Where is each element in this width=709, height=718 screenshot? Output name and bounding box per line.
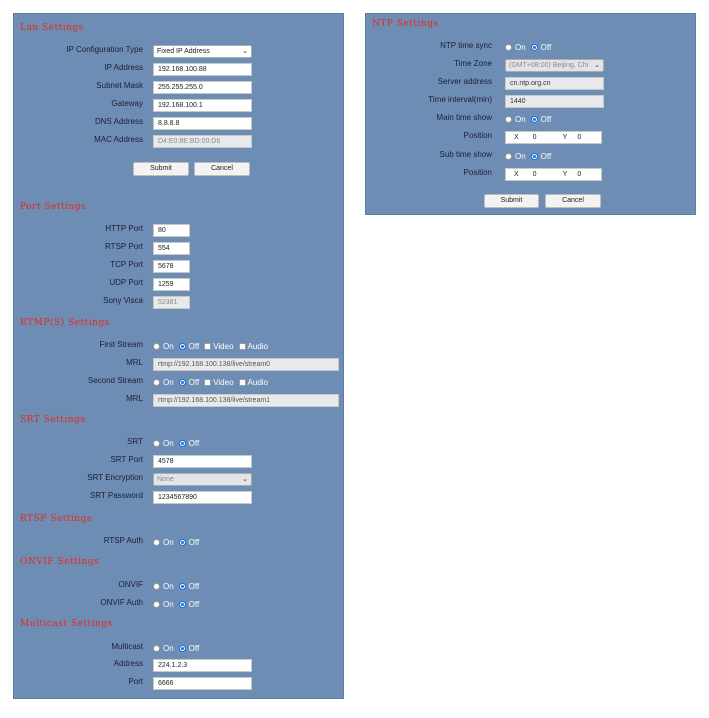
time-interval-input: 1440 — [505, 95, 604, 108]
srt-settings-title: SRT Settings — [20, 415, 86, 425]
first-stream-off-radio[interactable] — [179, 343, 186, 350]
lan-submit-button[interactable]: Submit — [133, 162, 189, 176]
rtsp-auth-off-label: Off — [188, 537, 200, 547]
main-time-show-on-label: On — [515, 114, 526, 124]
multicast-address-row — [14, 658, 343, 672]
onvif-auth-on-radio[interactable] — [153, 601, 160, 608]
srt-on-radio[interactable] — [153, 440, 160, 447]
dns-input[interactable]: 8.8.8.8 — [153, 117, 252, 130]
sub-position-row — [366, 167, 695, 181]
first-mrl-input: rtmp://192.168.100.138/live/stream0 — [153, 358, 339, 371]
server-address-input: cn.ntp.org.cn — [505, 77, 604, 90]
timezone-label: Time Zone — [454, 59, 492, 68]
multicast-port-row — [14, 676, 343, 690]
second-stream-audio-checkbox[interactable] — [239, 379, 246, 386]
sub-time-show-row — [366, 149, 695, 163]
sony-visca-label: Sony Visca — [103, 296, 143, 305]
http-port-input[interactable]: 80 — [153, 224, 190, 237]
main-time-show-off-radio[interactable] — [531, 116, 538, 123]
main-y-label: Y — [562, 133, 568, 141]
multicast-address-input[interactable]: 224.1.2.3 — [153, 659, 252, 672]
main-time-show-label: Main time show — [436, 113, 492, 122]
ntp-sync-off-radio[interactable] — [531, 44, 538, 51]
sub-x-input[interactable]: 0 — [532, 170, 537, 178]
onvif-auth-on-label: On — [163, 599, 174, 609]
srt-port-input[interactable]: 4578 — [153, 455, 252, 468]
sub-position-label: Position — [463, 168, 492, 177]
first-stream-off-label: Off — [188, 341, 200, 351]
sub-x-label: X — [514, 170, 519, 178]
ip-address-row — [14, 62, 343, 76]
ip-config-row — [14, 44, 343, 58]
udp-port-row — [14, 277, 343, 291]
ip-address-input[interactable]: 192.168.100.88 — [153, 63, 252, 76]
ntp-sync-off-label: Off — [540, 42, 552, 52]
onvif-auth-row — [14, 597, 343, 611]
sub-position-box — [505, 168, 602, 181]
ntp-settings-panel — [365, 13, 696, 215]
multicast-port-input[interactable]: 6666 — [153, 677, 252, 690]
network-settings-panel — [13, 13, 344, 699]
time-interval-label: Time interval(min) — [428, 95, 492, 104]
multicast-row — [14, 641, 343, 655]
sony-visca-row — [14, 295, 343, 309]
onvif-settings-title: ONVIF Settings — [20, 557, 100, 567]
mac-input: D4:E0:8E:BD:00:D6 — [153, 135, 252, 148]
multicast-settings-title: Multicast Settings — [20, 619, 113, 629]
srt-row — [14, 436, 343, 450]
main-x-input[interactable]: 0 — [532, 133, 537, 141]
first-mrl-row — [14, 357, 343, 371]
first-mrl-label: MRL — [126, 358, 143, 367]
rtsp-port-row — [14, 241, 343, 255]
rtsp-auth-label: RTSP Auth — [103, 536, 143, 545]
srt-encryption-row — [14, 472, 343, 486]
srt-label: SRT — [127, 437, 143, 446]
server-address-row — [366, 76, 695, 90]
main-position-label: Position — [463, 131, 492, 140]
multicast-on-label: On — [163, 643, 174, 653]
main-time-show-row — [366, 112, 695, 126]
second-mrl-row — [14, 393, 343, 407]
sub-time-show-label: Sub time show — [439, 150, 492, 159]
ntp-sync-on-radio[interactable] — [505, 44, 512, 51]
srt-encryption-label: SRT Encryption — [87, 473, 143, 482]
sub-time-show-on-label: On — [515, 151, 526, 161]
srt-off-label: Off — [188, 438, 200, 448]
second-stream-video-checkbox[interactable] — [204, 379, 211, 386]
onvif-on-radio[interactable] — [153, 583, 160, 590]
chevron-down-icon: ⌄ — [242, 475, 248, 483]
mac-label: MAC Address — [94, 135, 143, 144]
subnet-mask-label: Subnet Mask — [96, 81, 143, 90]
main-x-label: X — [514, 133, 519, 141]
first-stream-row — [14, 339, 343, 353]
chevron-down-icon: ⌄ — [594, 61, 600, 69]
lan-settings-title: Lan Settings — [20, 23, 84, 33]
onvif-off-label: Off — [188, 581, 200, 591]
second-stream-label: Second Stream — [87, 376, 143, 385]
multicast-label: Multicast — [111, 642, 143, 651]
multicast-off-label: Off — [188, 643, 200, 653]
sony-visca-input: 52381 — [153, 296, 190, 309]
onvif-row — [14, 579, 343, 593]
first-stream-label: First Stream — [99, 340, 143, 349]
first-stream-on-label: On — [163, 341, 174, 351]
first-stream-video-label: Video — [213, 341, 234, 351]
port-settings-title: Port Settings — [20, 202, 87, 212]
sub-time-show-off-label: Off — [540, 151, 552, 161]
srt-encryption-select[interactable] — [153, 473, 252, 486]
rtsp-auth-on-radio[interactable] — [153, 539, 160, 546]
ntp-submit-button[interactable]: Submit — [484, 194, 539, 208]
second-mrl-input: rtmp://192.168.100.138/live/stream1 — [153, 394, 339, 407]
gateway-input[interactable]: 192.168.100.1 — [153, 99, 252, 112]
srt-off-radio[interactable] — [179, 440, 186, 447]
rtsp-auth-on-label: On — [163, 537, 174, 547]
rtsp-port-input[interactable]: 554 — [153, 242, 190, 255]
subnet-mask-row — [14, 80, 343, 94]
multicast-on-radio[interactable] — [153, 645, 160, 652]
second-stream-video-label: Video — [213, 377, 234, 387]
srt-port-row — [14, 454, 343, 468]
subnet-mask-input[interactable]: 255.255.255.0 — [153, 81, 252, 94]
sub-time-show-off-radio[interactable] — [531, 153, 538, 160]
sub-y-label: Y — [562, 170, 568, 178]
second-mrl-label: MRL — [126, 394, 143, 403]
tcp-port-row — [14, 259, 343, 273]
onvif-off-radio[interactable] — [179, 583, 186, 590]
onvif-on-label: On — [163, 581, 174, 591]
main-time-show-on-radio[interactable] — [505, 116, 512, 123]
srt-password-input[interactable]: 1234567890 — [153, 491, 252, 504]
lan-cancel-button[interactable]: Cancel — [194, 162, 250, 176]
first-stream-audio-checkbox[interactable] — [239, 343, 246, 350]
gateway-row — [14, 98, 343, 112]
time-interval-row — [366, 94, 695, 108]
sub-time-show-on-radio[interactable] — [505, 153, 512, 160]
main-position-box — [505, 131, 602, 144]
ip-config-label: IP Configuration Type — [66, 45, 143, 54]
second-stream-audio-label: Audio — [247, 377, 268, 387]
onvif-auth-off-radio[interactable] — [179, 601, 186, 608]
dns-label: DNS Address — [94, 117, 143, 126]
srt-on-label: On — [163, 438, 174, 448]
second-stream-off-radio[interactable] — [179, 379, 186, 386]
udp-port-label: UDP Port — [109, 278, 143, 287]
srt-encryption-value: None — [157, 475, 174, 483]
second-stream-on-label: On — [163, 377, 174, 387]
srt-port-label: SRT Port — [110, 455, 143, 464]
ntp-sync-row — [366, 40, 695, 54]
timezone-select[interactable] — [505, 59, 604, 72]
tcp-port-input[interactable]: 5678 — [153, 260, 190, 273]
ntp-sync-label: NTP time sync — [440, 41, 492, 50]
chevron-down-icon: ⌄ — [242, 47, 248, 55]
ip-config-select[interactable] — [153, 45, 252, 58]
ntp-settings-title: NTP Settings — [372, 19, 439, 29]
http-port-label: HTTP Port — [105, 224, 143, 233]
rtmp-settings-title: RTMP(S) Settings — [20, 318, 110, 328]
srt-password-label: SRT Password — [89, 491, 143, 500]
ntp-sync-on-label: On — [515, 42, 526, 52]
ip-config-value: Fixed IP Address — [157, 47, 210, 55]
second-stream-on-radio[interactable] — [153, 379, 160, 386]
main-position-row — [366, 130, 695, 144]
multicast-address-label: Address — [113, 659, 143, 668]
rtsp-settings-title: RTSP Settings — [20, 514, 92, 524]
gateway-label: Gateway — [111, 99, 143, 108]
udp-port-input[interactable]: 1259 — [153, 278, 190, 291]
second-stream-off-label: Off — [188, 377, 200, 387]
rtsp-port-label: RTSP Port — [105, 242, 143, 251]
onvif-label: ONVIF — [118, 580, 143, 589]
timezone-row — [366, 58, 695, 72]
first-stream-audio-label: Audio — [247, 341, 268, 351]
ip-address-label: IP Address — [104, 63, 143, 72]
first-stream-on-radio[interactable] — [153, 343, 160, 350]
dns-row — [14, 116, 343, 130]
main-y-input[interactable]: 0 — [577, 133, 582, 141]
rtsp-auth-off-radio[interactable] — [179, 539, 186, 546]
multicast-port-label: Port — [128, 677, 143, 686]
timezone-value: (GMT+08:00) Beijing, Chi — [509, 61, 589, 69]
multicast-off-radio[interactable] — [179, 645, 186, 652]
sub-y-input[interactable]: 0 — [577, 170, 582, 178]
onvif-auth-off-label: Off — [188, 599, 200, 609]
server-address-label: Server address — [437, 77, 492, 86]
srt-password-row — [14, 490, 343, 504]
ntp-cancel-button[interactable]: Cancel — [545, 194, 601, 208]
rtsp-auth-row — [14, 535, 343, 549]
tcp-port-label: TCP Port — [110, 260, 143, 269]
onvif-auth-label: ONVIF Auth — [100, 598, 143, 607]
second-stream-row — [14, 375, 343, 389]
first-stream-video-checkbox[interactable] — [204, 343, 211, 350]
http-port-row — [14, 223, 343, 237]
mac-row — [14, 134, 343, 148]
main-time-show-off-label: Off — [540, 114, 552, 124]
